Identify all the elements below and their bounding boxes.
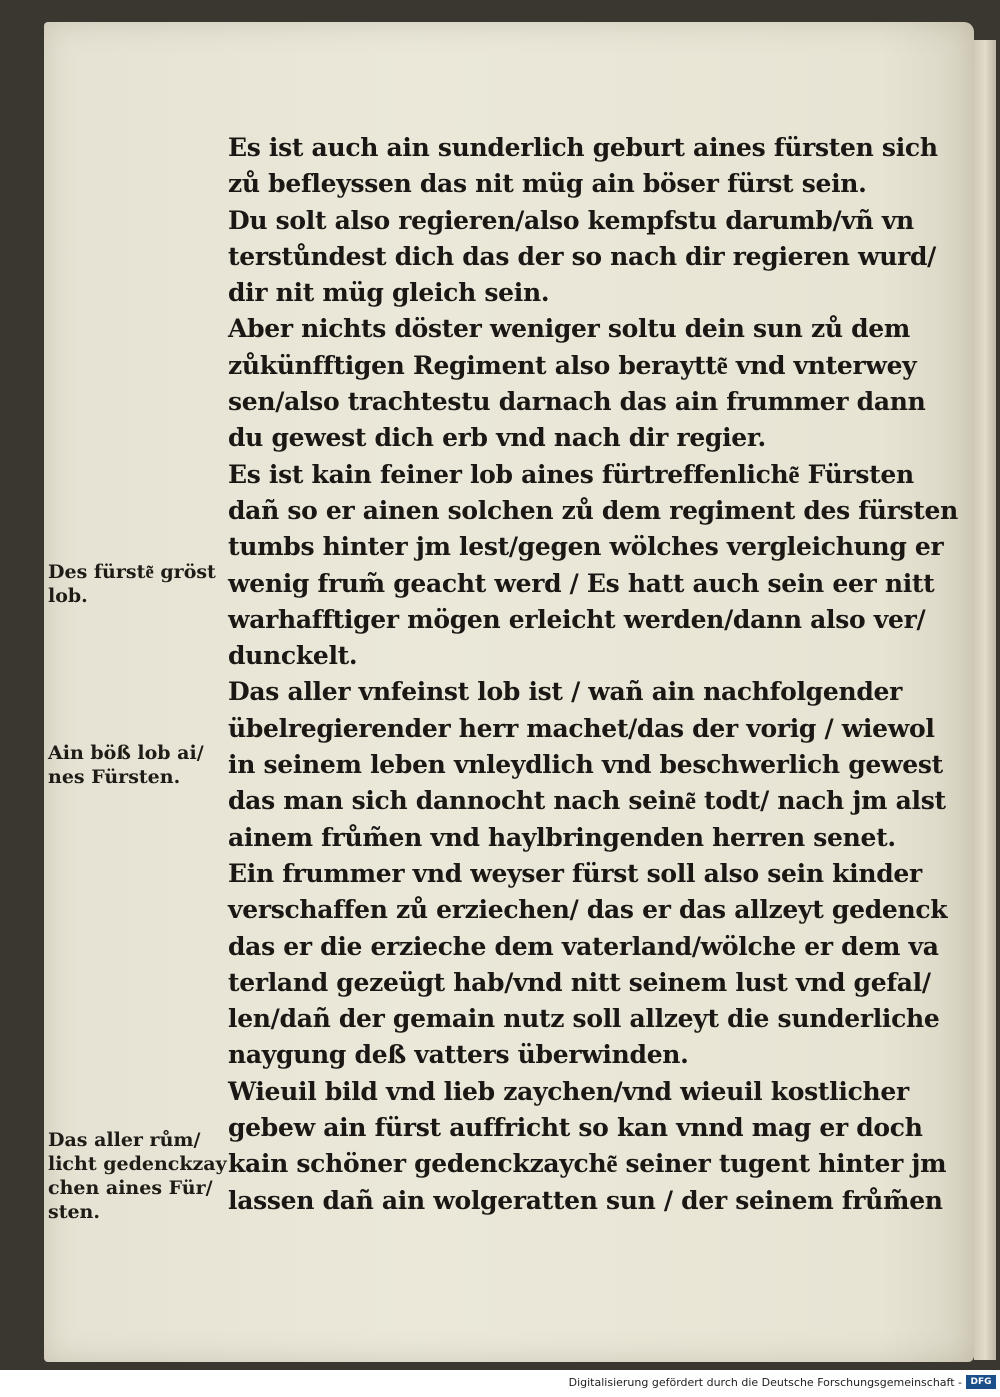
funding-credit: Digitalisierung gefördert durch die Deutsche Forschungsgemeinschaft - — [568, 1376, 962, 1389]
text-line: Wieuil bild vnd lieb zaychen/vnd wieuil kostlicher — [228, 1076, 909, 1106]
text-line: Das aller vnfeinst lob ist / wañ ain nachfolgender — [228, 677, 903, 707]
text-line: verschaffen zů erziechen/ das er das allzeyt gedenck — [228, 895, 948, 925]
text-line: das er die erzieche dem vaterland/wölche er dem va — [228, 931, 939, 961]
text-line: sen/also trachtestu darnach das ain frummer dann — [228, 387, 926, 417]
body-text — [228, 130, 959, 1219]
text-line: warhafftiger mögen erleicht werden/dann also ver/ — [228, 604, 926, 634]
text-line: in seinem leben vnleydlich vnd beschwerlich gewest — [228, 750, 943, 780]
text-line: Es ist auch ain sunderlich geburt aines fürsten sich — [228, 133, 938, 162]
footer — [0, 1370, 1000, 1397]
text-line: Ein frummer vnd weyser fürst soll also sein kinder — [228, 858, 922, 888]
text-line: naygung deß vatters überwinden. — [228, 1040, 689, 1070]
margin-note-line: sten. — [48, 1201, 100, 1223]
text-line: du gewest dich erb vnd nach dir regier. — [228, 423, 766, 453]
text-line: dir nit müg gleich sein. — [228, 278, 550, 308]
text-line: dunckelt. — [228, 641, 358, 671]
text-line: len/dañ der gemain nutz soll allzeyt die sunderliche — [228, 1004, 940, 1034]
margin-note-line: licht gedenckzay — [48, 1153, 227, 1175]
margin-note-line: Das aller rům/ — [48, 1129, 201, 1151]
margin-note-line: Des fürste͂ gröst — [48, 561, 216, 583]
margin-note-line: Ain böß lob ai/ — [48, 742, 204, 764]
text-line: wenig frum̃ geacht werd / Es hatt auch sein eer nitt — [228, 568, 935, 598]
text-line: ainem frům̃en vnd haylbringenden herren senet. — [228, 822, 896, 852]
text-line: Du solt also regieren/also kempfstu darumb/vñ vn — [228, 205, 914, 235]
text-line: gebew ain fürst auffricht so kan vnnd mag er doch — [228, 1113, 923, 1143]
text-line: lassen dañ ain wolgeratten sun / der seinem frům̃en — [228, 1185, 943, 1215]
dfg-logo: DFG — [966, 1375, 996, 1389]
margin-note-line: nes Fürsten. — [48, 766, 181, 788]
text-line: Es ist kain feiner lob aines fürtreffenliche͂ Fürsten — [228, 459, 914, 489]
text-line: kain schöner gedenckzayche͂ seiner tugent hinter jm — [228, 1149, 947, 1179]
margin-note-line: chen aines Für/ — [48, 1177, 213, 1199]
text-line: terstůndest dich das der so nach dir regieren wurd/ — [228, 241, 936, 271]
text-line: zů befleyssen das nit müg ain böser fürst sein. — [228, 169, 867, 199]
margin-note — [48, 560, 228, 608]
text-line: übelregierender herr machet/das der vorig / wiewol — [228, 713, 935, 743]
margin-note — [48, 1128, 228, 1224]
margin-note-line: lob. — [48, 585, 88, 607]
text-line: dañ so er ainen solchen zů dem regiment des fürsten — [228, 495, 959, 525]
text-line: Aber nichts döster weniger soltu dein sun zů dem — [228, 314, 911, 344]
page-edge — [974, 40, 996, 1360]
text-line: das man sich dannocht nach seine͂ todt/ nach jm alst — [228, 786, 946, 816]
text-line: terland gezeügt hab/vnd nitt seinem lust vnd gefal/ — [228, 967, 931, 997]
margin-note — [48, 741, 228, 789]
text-line: tumbs hinter jm lest/gegen wölches vergleichung er — [228, 532, 944, 562]
text-line: zůkünfftigen Regiment also beraytte͂ vnd vnterwey — [228, 350, 917, 380]
